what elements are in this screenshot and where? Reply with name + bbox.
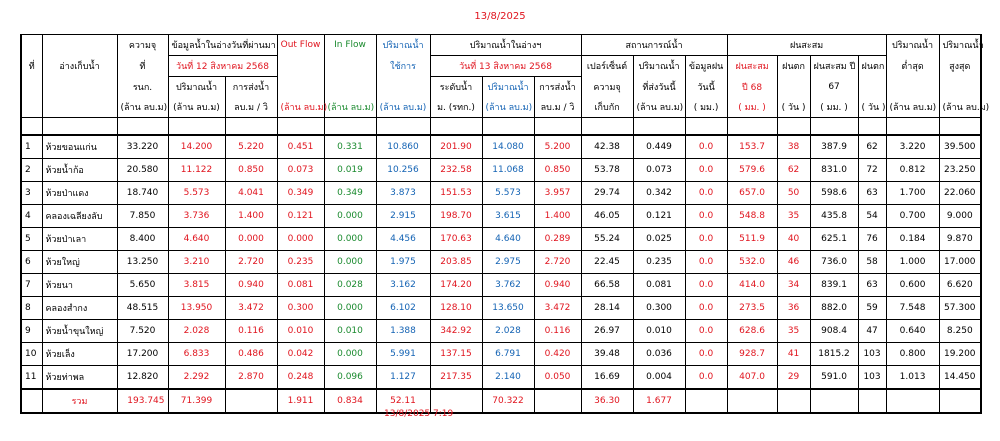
table-cell: 736.0 bbox=[810, 251, 858, 274]
table-row bbox=[21, 159, 981, 182]
table-cell: 8.250 bbox=[939, 320, 981, 343]
table-cell: 839.1 bbox=[810, 274, 858, 297]
col-reservoir-header: อ่างเก็บน้ำ bbox=[42, 56, 117, 77]
table-cell: 40 bbox=[777, 228, 810, 251]
table-cell: 0.0 bbox=[685, 343, 727, 366]
table-cell: 1.000 bbox=[886, 251, 939, 274]
table-cell: 1.700 bbox=[886, 182, 939, 205]
table-cell: 0.0 bbox=[685, 297, 727, 320]
table-cell: 831.0 bbox=[810, 159, 858, 182]
table-cell: 0.042 bbox=[277, 343, 324, 366]
table-cell: 0.940 bbox=[534, 274, 581, 297]
table-cell: 46 bbox=[777, 251, 810, 274]
current-date: วันที่ 13 สิงหาคม 2568 bbox=[430, 56, 581, 77]
table-cell: 8.400 bbox=[117, 228, 168, 251]
table-cell: 6.791 bbox=[482, 343, 534, 366]
table-cell: 62 bbox=[858, 135, 886, 159]
table-cell: 628.6 bbox=[727, 320, 777, 343]
reservoir-name: ห้วยป่าเลา bbox=[42, 228, 117, 251]
table-cell: 5.991 bbox=[376, 343, 430, 366]
table-cell: 0.010 bbox=[633, 320, 685, 343]
table-cell: 62 bbox=[777, 159, 810, 182]
table-cell: 511.9 bbox=[727, 228, 777, 251]
table-cell: 407.0 bbox=[727, 366, 777, 390]
reservoir-name: คลองสำกง bbox=[42, 297, 117, 320]
table-cell: 0.184 bbox=[886, 228, 939, 251]
table-cell: 6.620 bbox=[939, 274, 981, 297]
table-cell: 548.8 bbox=[727, 205, 777, 228]
table-cell: 5.220 bbox=[225, 135, 277, 159]
table-cell: 8 bbox=[21, 297, 42, 320]
table-cell: 57.300 bbox=[939, 297, 981, 320]
table-cell: 7 bbox=[21, 274, 42, 297]
reservoir-name: ห้วยใหญ่ bbox=[42, 251, 117, 274]
table-cell: 11.122 bbox=[168, 159, 225, 182]
table-cell: 4.640 bbox=[168, 228, 225, 251]
table-cell: 3.472 bbox=[225, 297, 277, 320]
table-cell: 5.200 bbox=[534, 135, 581, 159]
total-label: รวม bbox=[42, 389, 117, 413]
table-cell: 2.028 bbox=[168, 320, 225, 343]
table-cell: 6.102 bbox=[376, 297, 430, 320]
table-cell: 42.38 bbox=[581, 135, 633, 159]
reservoir-name: ห้วยน้ำก้อ bbox=[42, 159, 117, 182]
table-cell: 6.833 bbox=[168, 343, 225, 366]
table-cell: 7.548 bbox=[886, 297, 939, 320]
table-cell: 0.300 bbox=[277, 297, 324, 320]
reservoir-name: ห้วยท่าพล bbox=[42, 366, 117, 390]
table-cell: 5 bbox=[21, 228, 42, 251]
table-cell: 16.69 bbox=[581, 366, 633, 390]
table-cell: 137.15 bbox=[430, 343, 482, 366]
reservoir-name: ห้วยขอนแก่น bbox=[42, 135, 117, 159]
table-cell: 29.74 bbox=[581, 182, 633, 205]
table-cell: 232.58 bbox=[430, 159, 482, 182]
table-cell: 17.200 bbox=[117, 343, 168, 366]
table-cell: 1.975 bbox=[376, 251, 430, 274]
table-cell: 598.6 bbox=[810, 182, 858, 205]
table-cell: 9 bbox=[21, 320, 42, 343]
table-cell: 0.004 bbox=[633, 366, 685, 390]
table-row bbox=[21, 251, 981, 274]
table-cell: 19.200 bbox=[939, 343, 981, 366]
table-cell: 0.420 bbox=[534, 343, 581, 366]
table-cell: 0.0 bbox=[685, 251, 727, 274]
table-cell: 532.0 bbox=[727, 251, 777, 274]
table-cell: 103 bbox=[858, 343, 886, 366]
table-cell: 0.121 bbox=[277, 205, 324, 228]
table-cell: 591.0 bbox=[810, 366, 858, 390]
table-cell: 1.400 bbox=[225, 205, 277, 228]
table-cell: 35 bbox=[777, 205, 810, 228]
table-cell: 3.220 bbox=[886, 135, 939, 159]
table-cell: 3.873 bbox=[376, 182, 430, 205]
table-cell: 0.116 bbox=[534, 320, 581, 343]
table-row bbox=[21, 228, 981, 251]
table-cell: 1 bbox=[21, 135, 42, 159]
table-cell: 1815.2 bbox=[810, 343, 858, 366]
table-cell: 76 bbox=[858, 228, 886, 251]
table-cell: 0.081 bbox=[277, 274, 324, 297]
table-cell: 201.90 bbox=[430, 135, 482, 159]
table-row bbox=[21, 320, 981, 343]
table-cell: 0.121 bbox=[633, 205, 685, 228]
table-cell: 7.850 bbox=[117, 205, 168, 228]
table-cell: 3.815 bbox=[168, 274, 225, 297]
table-cell: 35 bbox=[777, 320, 810, 343]
table-cell: 13.650 bbox=[482, 297, 534, 320]
table-cell: 0.073 bbox=[277, 159, 324, 182]
table-cell: 46.05 bbox=[581, 205, 633, 228]
table-cell: 9.870 bbox=[939, 228, 981, 251]
table-cell: 0.0 bbox=[685, 135, 727, 159]
reservoir-name: ห้วยนา bbox=[42, 274, 117, 297]
table-cell: 28.14 bbox=[581, 297, 633, 320]
table-cell: 0.0 bbox=[685, 159, 727, 182]
table-cell: 14.080 bbox=[482, 135, 534, 159]
table-cell: 3.615 bbox=[482, 205, 534, 228]
update-timestamp: 13/8/2025 7:19 bbox=[384, 409, 454, 419]
yesterday-date: วันที่ 12 สิงหาคม 2568 bbox=[168, 56, 277, 77]
table-cell: 10 bbox=[21, 343, 42, 366]
reservoir-name: ห้วยป่าแดง bbox=[42, 182, 117, 205]
table-cell: 3.957 bbox=[534, 182, 581, 205]
table-cell: 55.24 bbox=[581, 228, 633, 251]
table-cell: 0.000 bbox=[324, 343, 376, 366]
yesterday-group-header: ข้อมูลน้ำในอ่างวันที่ผ่านมา bbox=[168, 35, 277, 56]
table-cell: 387.9 bbox=[810, 135, 858, 159]
table-cell: 66.58 bbox=[581, 274, 633, 297]
table-cell: 0.036 bbox=[633, 343, 685, 366]
table-cell: 13.950 bbox=[168, 297, 225, 320]
table-row bbox=[21, 182, 981, 205]
table-cell: 4.640 bbox=[482, 228, 534, 251]
table-cell: 0.449 bbox=[633, 135, 685, 159]
table-cell: 12.820 bbox=[117, 366, 168, 390]
table-cell: 414.0 bbox=[727, 274, 777, 297]
table-cell: 4.041 bbox=[225, 182, 277, 205]
table-cell: 0.349 bbox=[324, 182, 376, 205]
table-cell: 0.235 bbox=[277, 251, 324, 274]
table-cell: 908.4 bbox=[810, 320, 858, 343]
table-cell: 0.010 bbox=[277, 320, 324, 343]
table-cell: 6 bbox=[21, 251, 42, 274]
table-cell: 1.400 bbox=[534, 205, 581, 228]
table-cell: 72 bbox=[858, 159, 886, 182]
table-cell: 0.812 bbox=[886, 159, 939, 182]
table-cell: 38 bbox=[777, 135, 810, 159]
table-cell: 4 bbox=[21, 205, 42, 228]
table-cell: 1.127 bbox=[376, 366, 430, 390]
table-cell: 657.0 bbox=[727, 182, 777, 205]
rain-group-header: ฝนสะสม bbox=[727, 35, 886, 56]
reservoir-name: คลองเฉลียงลับ bbox=[42, 205, 117, 228]
reservoir-table: ความจุ ข้อมูลน้ำในอ่างวันที่ผ่านมา Out Flow In Flow ปริมาณน้ำ ปริมาณน้ำในอ่างฯ สถานการณ์น้ำ ฝนสะสม ปริมาณน้ำ ปริมาณน้ำ ที่ อ่างเก็บน้ำ ที่ วันที่ 12 สิงหาคม 2568 ใช้การ วันที่ 13 สิงหาคม 2568 เปอร์เซ็นต์ ปริมาณน้ำ ข้อมูลฝน ฝนสะสม ฝนตก ฝนสะสม ปี ฝนตก ต่ำสุด สูงสุด รนก. ปริมาณน้ำ การส่งน้ำ ระดับน้ำ ปริมาณน้ำ การส่งน้ำ ความจุ ที่ส่งวันนี้ วันนี้ ปี 68 67 (ล้าน ลบ.ม) (ล้าน ลบ.ม) ลบ.ม / วิ (ล้าน ลบ.ม) (ล้าน ลบ.ม) (ล้าน ลบ.ม) ม. (รทก.) (ล้าน ลบ.ม) ลบ.ม / วิ เก็บกัก (ล้าน ลบ.ม) ( มม.) ( มม. ) ( วัน ) ( มม. ) ( วัน ) (ล้าน ลบ.ม) (ล้าน ลบ.ม) 1 ห้วยขอนแก่น 33.220 14.200 5.220 0.451 0.331 10.860 201.90 14.080 5.200 42.38 0.449 0.0 153.7 38 387.9 62 3.220 39.500 2 ห้วยน้ำก้อ 20.580 11.122 0.850 0.073 0.019 10.256 232.58 11.068 0.850 53.78 0.073 0.0 579.6 62 831.0 72 0.812 23.250 3 ห้วยป่าแดง 18.740 5.573 4.041 0.349 0.349 3.873 151.53 5.573 3.957 29.74 0.342 0.0 657.0 50 598.6 63 1.700 22.060 4 คลองเฉลียงลับ 7.850 3.736 1.400 0.121 0.000 2.915 198.70 3.615 1.400 46.05 0.121 0.0 548.8 35 435.8 54 0.700 9.000 5 ห้วยป่าเลา 8.400 4.640 0.000 0.000 0.000 4.456 170.63 4.640 0.289 55.24 0.025 0.0 511.9 40 625.1 76 0.184 9.870 6 ห้วยใหญ่ 13.250 3.210 2.720 0.235 0.000 1.975 203.85 2.975 2.720 22.45 0.235 0.0 532.0 46 736.0 58 1.000 17.000 7 ห้วยนา 5.650 3.815 0.940 0.081 0.028 3.162 174.20 3.762 0.940 66.58 0.081 0.0 414.0 34 839.1 63 0.600 6.620 8 คลองสำกง 48.515 13.950 3.472 0.300 0.000 6.102 128.10 13.650 3.472 28.14 0.300 0.0 273.5 36 882.0 59 7.548 57.300 9 ห้วยน้ำขุนใหญ่ 7.520 2.028 0.116 0.010 0.010 1.388 342.92 2.028 0.116 26.97 0.010 0.0 628.6 35 908.4 47 0.640 8.250 10 ห้วยเล็ง 17.200 6.833 0.486 0.042 0.000 5.991 137.15 6.791 0.420 39.48 0.036 0.0 928.7 41 1815.2 103 0.800 19.200 11 ห้วยท่าพล 12.820 2.292 2.870 0.248 0.096 1.127 217.35 2.140 0.050 16.69 0.004 0.0 407.0 29 591.0 103 1.013 14.450 รวม 193.745 71.399 1.911 0.834 52.11 70.322 36.30 1.677 bbox=[20, 34, 982, 414]
table-cell: 3.162 bbox=[376, 274, 430, 297]
table-cell: 0.0 bbox=[685, 205, 727, 228]
table-cell: 170.63 bbox=[430, 228, 482, 251]
table-cell: 53.78 bbox=[581, 159, 633, 182]
table-cell: 10.256 bbox=[376, 159, 430, 182]
reservoir-name: ห้วยน้ำขุนใหญ่ bbox=[42, 320, 117, 343]
table-cell: 217.35 bbox=[430, 366, 482, 390]
table-cell: 0.0 bbox=[685, 228, 727, 251]
table-cell: 14.450 bbox=[939, 366, 981, 390]
table-cell: 174.20 bbox=[430, 274, 482, 297]
table-cell: 0.850 bbox=[534, 159, 581, 182]
table-cell: 39.500 bbox=[939, 135, 981, 159]
table-cell: 3.210 bbox=[168, 251, 225, 274]
table-cell: 22.060 bbox=[939, 182, 981, 205]
table-cell: 10.860 bbox=[376, 135, 430, 159]
table-cell: 0.700 bbox=[886, 205, 939, 228]
table-cell: 0.028 bbox=[324, 274, 376, 297]
table-cell: 0.349 bbox=[277, 182, 324, 205]
table-cell: 26.97 bbox=[581, 320, 633, 343]
table-cell: 59 bbox=[858, 297, 886, 320]
table-cell: 0.940 bbox=[225, 274, 277, 297]
table-cell: 0.000 bbox=[324, 297, 376, 320]
table-row bbox=[21, 205, 981, 228]
table-cell: 22.45 bbox=[581, 251, 633, 274]
table-cell: 34 bbox=[777, 274, 810, 297]
table-cell: 128.10 bbox=[430, 297, 482, 320]
table-cell: 0.600 bbox=[886, 274, 939, 297]
table-cell: 9.000 bbox=[939, 205, 981, 228]
report-date: 13/8/2025 bbox=[474, 11, 526, 22]
table-cell: 0.342 bbox=[633, 182, 685, 205]
table-cell: 58 bbox=[858, 251, 886, 274]
table-cell: 17.000 bbox=[939, 251, 981, 274]
table-cell: 48.515 bbox=[117, 297, 168, 320]
table-cell: 3.472 bbox=[534, 297, 581, 320]
table-cell: 63 bbox=[858, 182, 886, 205]
table-cell: 625.1 bbox=[810, 228, 858, 251]
table-cell: 2 bbox=[21, 159, 42, 182]
table-cell: 11.068 bbox=[482, 159, 534, 182]
table-cell: 33.220 bbox=[117, 135, 168, 159]
table-row bbox=[21, 135, 981, 159]
table-cell: 7.520 bbox=[117, 320, 168, 343]
table-cell: 0.0 bbox=[685, 182, 727, 205]
table-cell: 2.975 bbox=[482, 251, 534, 274]
table-cell: 0.000 bbox=[225, 228, 277, 251]
table-row bbox=[21, 343, 981, 366]
col-no-header bbox=[21, 35, 42, 56]
table-cell: 0.0 bbox=[685, 320, 727, 343]
table-cell: 54 bbox=[858, 205, 886, 228]
table-cell: 5.650 bbox=[117, 274, 168, 297]
table-cell: 2.140 bbox=[482, 366, 534, 390]
table-cell: 13.250 bbox=[117, 251, 168, 274]
table-cell: 4.456 bbox=[376, 228, 430, 251]
table-cell: 14.200 bbox=[168, 135, 225, 159]
table-cell: 3 bbox=[21, 182, 42, 205]
table-cell: 0.000 bbox=[324, 228, 376, 251]
table-cell: 0.010 bbox=[324, 320, 376, 343]
table-cell: 18.740 bbox=[117, 182, 168, 205]
table-row bbox=[21, 366, 981, 390]
table-cell: 579.6 bbox=[727, 159, 777, 182]
table-cell: 928.7 bbox=[727, 343, 777, 366]
table-cell: 151.53 bbox=[430, 182, 482, 205]
table-row bbox=[21, 274, 981, 297]
table-cell: 0.640 bbox=[886, 320, 939, 343]
table-cell: 0.486 bbox=[225, 343, 277, 366]
table-cell: 435.8 bbox=[810, 205, 858, 228]
table-cell: 0.081 bbox=[633, 274, 685, 297]
table-cell: 0.850 bbox=[225, 159, 277, 182]
table-cell: 198.70 bbox=[430, 205, 482, 228]
table-cell: 0.300 bbox=[633, 297, 685, 320]
table-cell: 47 bbox=[858, 320, 886, 343]
spacer-row bbox=[21, 118, 981, 136]
table-cell: 0.000 bbox=[277, 228, 324, 251]
table-cell: 0.019 bbox=[324, 159, 376, 182]
table-cell: 3.762 bbox=[482, 274, 534, 297]
table-cell: 2.720 bbox=[225, 251, 277, 274]
table-cell: 50 bbox=[777, 182, 810, 205]
table-cell: 2.915 bbox=[376, 205, 430, 228]
table-cell: 273.5 bbox=[727, 297, 777, 320]
table-cell: 20.580 bbox=[117, 159, 168, 182]
table-cell: 41 bbox=[777, 343, 810, 366]
table-cell: 0.050 bbox=[534, 366, 581, 390]
table-cell: 3.736 bbox=[168, 205, 225, 228]
table-cell: 5.573 bbox=[168, 182, 225, 205]
table-cell: 0.0 bbox=[685, 274, 727, 297]
table-cell: 0.0 bbox=[685, 366, 727, 390]
table-cell: 153.7 bbox=[727, 135, 777, 159]
table-row bbox=[21, 297, 981, 320]
table-cell: 5.573 bbox=[482, 182, 534, 205]
table-cell: 0.451 bbox=[277, 135, 324, 159]
table-cell: 0.800 bbox=[886, 343, 939, 366]
table-cell: 0.000 bbox=[324, 205, 376, 228]
table-cell: 2.720 bbox=[534, 251, 581, 274]
table-cell: 342.92 bbox=[430, 320, 482, 343]
table-cell: 0.025 bbox=[633, 228, 685, 251]
table-cell: 0.000 bbox=[324, 251, 376, 274]
table-cell: 0.289 bbox=[534, 228, 581, 251]
status-group-header: สถานการณ์น้ำ bbox=[581, 35, 727, 56]
table-cell: 103 bbox=[858, 366, 886, 390]
table-cell: 203.85 bbox=[430, 251, 482, 274]
table-cell: 39.48 bbox=[581, 343, 633, 366]
table-cell: 36 bbox=[777, 297, 810, 320]
table-cell: 0.116 bbox=[225, 320, 277, 343]
table-cell: 2.292 bbox=[168, 366, 225, 390]
table-cell: 882.0 bbox=[810, 297, 858, 320]
total-row: รวม 193.745 71.399 1.911 0.834 52.11 70.322 36.30 1.677 bbox=[21, 389, 981, 413]
table-cell: 23.250 bbox=[939, 159, 981, 182]
table-cell: 0.331 bbox=[324, 135, 376, 159]
reservoir-name: ห้วยเล็ง bbox=[42, 343, 117, 366]
table-cell: 1.013 bbox=[886, 366, 939, 390]
table-cell: 0.235 bbox=[633, 251, 685, 274]
table-cell: 29 bbox=[777, 366, 810, 390]
table-cell: 0.096 bbox=[324, 366, 376, 390]
table-cell: 0.248 bbox=[277, 366, 324, 390]
table-cell: 63 bbox=[858, 274, 886, 297]
table-cell: 2.870 bbox=[225, 366, 277, 390]
table-cell: 1.388 bbox=[376, 320, 430, 343]
current-group-header: ปริมาณน้ำในอ่างฯ bbox=[430, 35, 581, 56]
table-cell: 0.073 bbox=[633, 159, 685, 182]
table-cell: 11 bbox=[21, 366, 42, 390]
table-cell: 2.028 bbox=[482, 320, 534, 343]
